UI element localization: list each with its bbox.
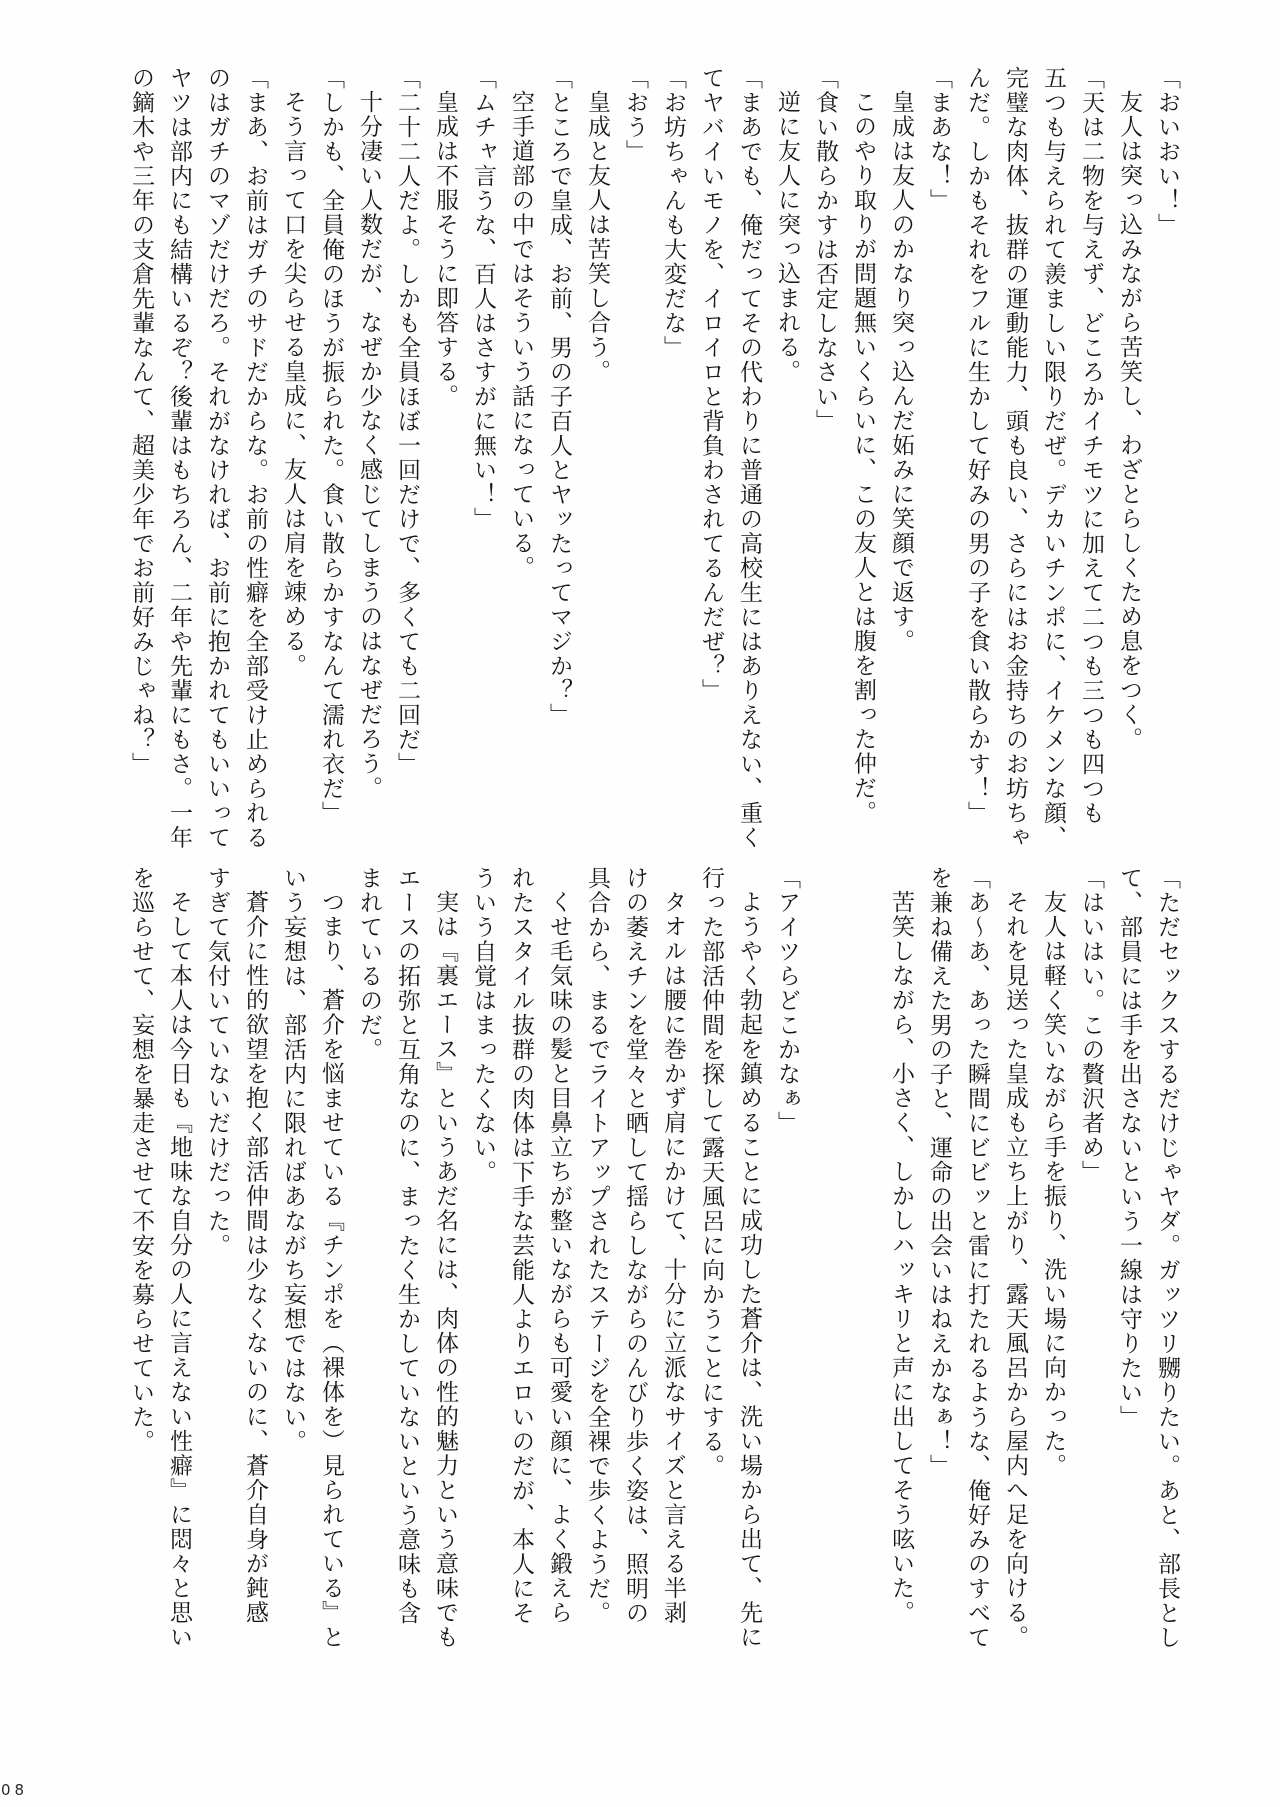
text-column: てヤバイいモノを、イロイロと背負わされてるんだぜ？」 — [699, 66, 724, 703]
text-column: 皇成は友人のかなり突っ込んだ妬みに笑顔で返す。 — [889, 90, 914, 654]
text-column: 具合から、まるでライトアップされたステージを全裸で歩くようだ。 — [585, 866, 610, 1626]
text-column: 友人は軽く笑いながら手を振り、洗い場に向かった。 — [1041, 890, 1066, 1478]
page-number: 08 — [1, 1781, 29, 1799]
text-column: 空手道部の中ではそういう話になっている。 — [509, 90, 534, 580]
text-column: ヤツは部内にも結構いるぞ？後輩はもちろん、二年や先輩にもさ。一年 — [167, 66, 192, 850]
text-column: このやり取りが問題無いくらいに、この友人とは腹を割った仲だ。 — [851, 90, 876, 825]
text-column: それを見送った皇成も立ち上がり、露天風呂から屋内へ足を向ける。 — [1003, 890, 1028, 1650]
text-band-top — [122, 66, 1186, 876]
text-column: 「まあでも、俺だってその代わりに普通の高校生にはありえない、重く — [737, 66, 762, 850]
text-column: ようやく勃起を鎮めることに成功した蒼介は、洗い場から出て、先に — [737, 890, 762, 1650]
text-column: 完璧な肉体、抜群の運動能力、頭も良い、さらにはお金持ちのお坊ちゃ — [1003, 66, 1028, 850]
text-column: まれているのだ。 — [357, 866, 382, 1062]
text-column: くせ毛気味の髪と目鼻立ちが整いながらも可愛い顔に、よく鍛えら — [547, 890, 572, 1625]
text-column: 「天は二物を与えず、どころかイチモツに加えて二つも三つも四つも — [1079, 66, 1104, 826]
text-column: れたスタイル抜群の肉体は下手な芸能人よりエロいのだが、本人にそ — [509, 866, 534, 1626]
text-column: 蒼介に性的欲望を抱く部活仲間は少なくないのに、蒼介自身が鈍感 — [243, 890, 268, 1625]
text-column: 実は『裏エース』というあだ名には、肉体の性的魅力という意味でも — [433, 890, 458, 1650]
text-column: 皇成は不服そうに即答する。 — [433, 90, 458, 409]
text-column: ういう自覚はまったくない。 — [471, 866, 496, 1185]
text-column: 十分凄い人数だが、なぜか少なく感じてしまうのはなぜだろう。 — [357, 90, 382, 801]
text-column: 「お坊ちゃんも大変だな」 — [661, 66, 686, 360]
text-column: を巡らせて、妄想を暴走させて不安を募らせていた。 — [129, 866, 154, 1454]
text-column: つまり、蒼介を悩ませている『チンポを（裸体を）見られている』と — [319, 890, 344, 1650]
text-band-bottom — [122, 866, 1186, 1681]
text-column: 「ところで皇成、お前、男の子百人とヤッたってマジか？」 — [547, 66, 572, 728]
text-column: 逆に友人に突っ込まれる。 — [775, 90, 800, 384]
text-column: すぎて気付いていないだけだった。 — [205, 866, 230, 1258]
text-column: て、部員には手を出さないという一線は守りたい」 — [1117, 866, 1142, 1430]
blank-column — [844, 866, 882, 1681]
text-column: 「しかも、全員俺のほうが振られた。食い散らかすなんて濡れ衣だ」 — [319, 66, 344, 826]
text-column: 「はいはい。この贅沢者め」 — [1079, 866, 1104, 1185]
blank-column — [806, 866, 844, 1681]
text-column: 「ムチャ言うな、百人はさすがに無い！」 — [471, 66, 496, 532]
text-column: けの萎えチンを堂々と晒して揺らしながらのんびり歩く姿は、照明の — [623, 866, 648, 1626]
text-column: 行った部活仲間を探して露天風呂に向かうことにする。 — [699, 866, 724, 1479]
text-column: のはガチのマゾだけだろ。それがなければ、お前に抱かれてもいいって — [205, 66, 230, 850]
text-column: 五つも与えられて羨ましい限りだぜ。デカいチンポに、イケメンな顔、 — [1041, 66, 1066, 850]
text-column: 「おいおい！」 — [1155, 66, 1180, 238]
text-column: 「まあ、お前はガチのサドだからな。お前の性癖を全部受け止められる — [243, 66, 268, 850]
text-column: そう言って口を尖らせる皇成に、友人は肩を竦める。 — [281, 90, 306, 678]
text-column: 「まあな！」 — [927, 66, 952, 213]
text-column: そして本人は今日も『地味な自分の人に言えない性癖』に悶々と思い — [167, 890, 192, 1650]
text-column: タオルは腰に巻かず肩にかけて、十分に立派なサイズと言える半剥 — [661, 890, 686, 1625]
text-column: んだ。しかもそれをフルに生かして好みの男の子を食い散らかす！」 — [965, 66, 990, 826]
text-column: 皇成と友人は苦笑し合う。 — [585, 90, 610, 384]
text-column: を兼ね備えた男の子と、運命の出会いはねえかなぁ！」 — [927, 866, 952, 1479]
text-column: 「食い散らかすは否定しなさい」 — [813, 66, 838, 434]
text-column: いう妄想は、部活内に限ればあながち妄想ではない。 — [281, 866, 306, 1454]
text-column: 「おう」 — [623, 66, 648, 164]
text-column: 「アイツらどこかなぁ」 — [775, 866, 800, 1136]
text-column: 苦笑しながら、小さく、しかしハッキリと声に出してそう呟いた。 — [889, 890, 914, 1625]
text-column: 「二十二人だよ。しかも全員ほぼ一回だけで、多くても二回だ」 — [395, 66, 420, 777]
text-column: エースの拓弥と互角なのに、まったく生かしていないという意味も含 — [395, 866, 420, 1626]
text-column: 「ただセックスするだけじゃヤダ。ガッツリ嬲りたい。あと、部長とし — [1155, 866, 1180, 1650]
text-column: の鏑木や三年の支倉先輩なんて、超美少年でお前好みじゃね？」 — [129, 66, 154, 777]
text-column: 友人は突っ込みながら苦笑し、わざとらしくため息をつく。 — [1117, 90, 1142, 752]
text-column: 「あ〜あ、あった瞬間にビビッと雷に打たれるような、俺好みのすべて — [965, 866, 990, 1650]
